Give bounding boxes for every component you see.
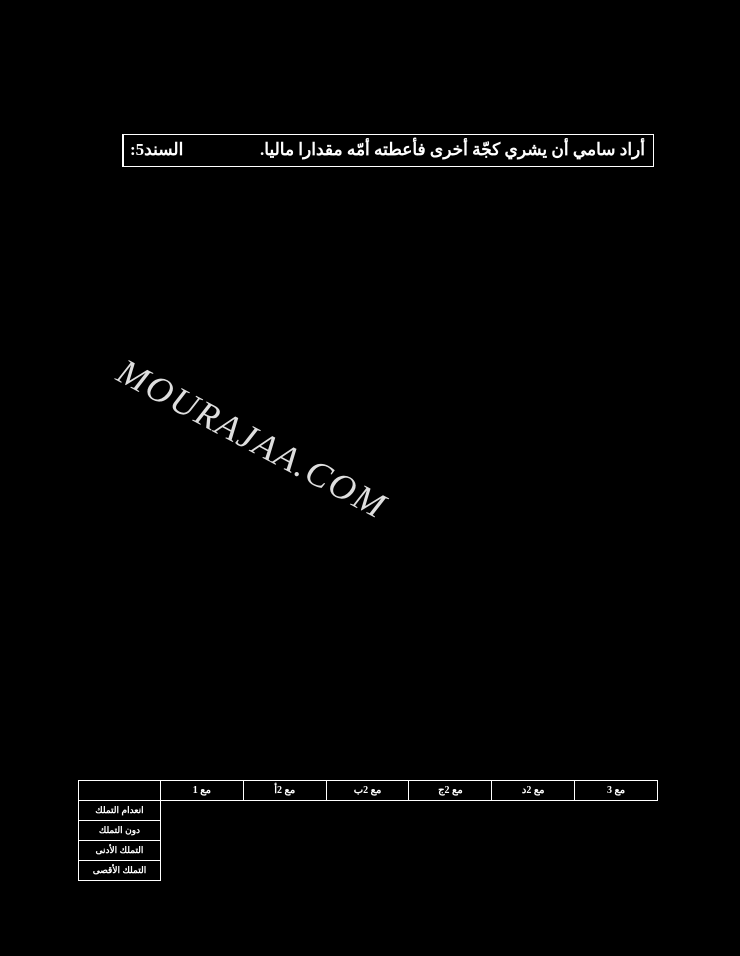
table-cell-empty xyxy=(575,841,658,861)
answer-table-zone xyxy=(78,780,658,881)
table-cell-empty xyxy=(575,801,658,821)
table-header-col-mai2d: مع 2د xyxy=(492,781,575,801)
table-header-col-mai1: مع 1 xyxy=(160,781,243,801)
table-row xyxy=(79,801,658,821)
table-cell-empty xyxy=(243,841,326,861)
table-cell-empty xyxy=(160,821,243,841)
table-cell-empty xyxy=(243,821,326,841)
answer-table xyxy=(78,780,658,881)
table-cell-empty xyxy=(492,861,575,881)
table-cell-empty xyxy=(492,841,575,861)
table-header-corner xyxy=(79,781,161,801)
table-cell-empty xyxy=(160,801,243,821)
table-cell-empty xyxy=(243,861,326,881)
table-header-col-mai2b: مع 2ب xyxy=(326,781,409,801)
table-header-col-mai2a: مع 2أ xyxy=(243,781,326,801)
table-row-label-no-ownership: انعدام التملك xyxy=(79,801,161,821)
table-row-label-without-ownership: دون التملك xyxy=(79,821,161,841)
table-header-row xyxy=(79,781,658,801)
table-cell-empty xyxy=(575,861,658,881)
source-label: السند5: xyxy=(123,135,189,166)
table-cell-empty xyxy=(326,841,409,861)
table-cell-empty xyxy=(326,801,409,821)
table-cell-empty xyxy=(409,801,492,821)
source-text: أراد سامي أن يشري كجّة أخرى فأعطته أمّه مقدارا ماليا. xyxy=(260,140,645,159)
table-cell-empty xyxy=(409,821,492,841)
table-header-col-mai3: مع 3 xyxy=(575,781,658,801)
table-cell-empty xyxy=(243,801,326,821)
table-row xyxy=(79,821,658,841)
table-row-label-max-ownership: التملك الأقصى xyxy=(79,861,161,881)
table-row xyxy=(79,841,658,861)
table-cell-empty xyxy=(326,821,409,841)
table-cell-empty xyxy=(492,801,575,821)
table-cell-empty xyxy=(409,841,492,861)
table-cell-empty xyxy=(326,861,409,881)
watermark xyxy=(110,290,430,527)
table-cell-empty xyxy=(575,821,658,841)
source-heading-box xyxy=(122,134,654,167)
table-cell-empty xyxy=(160,861,243,881)
table-header-col-mai2j: مع 2ج xyxy=(409,781,492,801)
table-row-label-min-ownership: التملك الأدنى xyxy=(79,841,161,861)
table-cell-empty xyxy=(409,861,492,881)
watermark-text: MOURAJAA.COM xyxy=(110,350,394,527)
table-cell-empty xyxy=(492,821,575,841)
table-row xyxy=(79,861,658,881)
table-cell-empty xyxy=(160,841,243,861)
